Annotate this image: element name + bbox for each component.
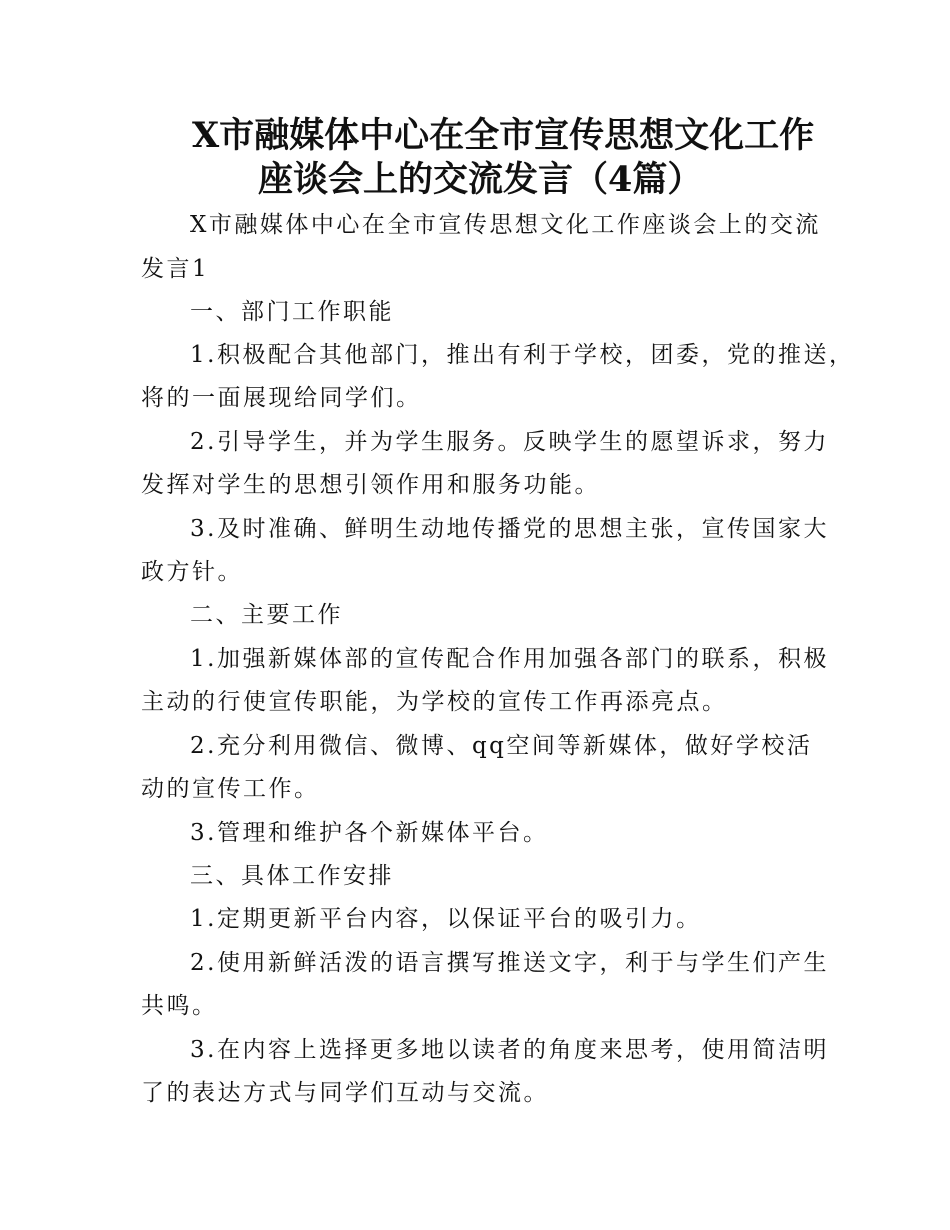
- document-title-line-2: 座谈会上的交流发言（4篇）: [258, 159, 703, 200]
- paragraph-line: 发言1: [141, 256, 210, 282]
- paragraph-line: 将的一面展现给同学们。: [141, 385, 422, 411]
- paragraph-line: 1.积极配合其他部门，推出有利于学校，团委，党的推送，: [190, 342, 855, 368]
- section-heading: 三、具体工作安排: [190, 863, 394, 889]
- paragraph-line: X市融媒体中心在全市宣传思想文化工作座谈会上的交流: [190, 212, 821, 238]
- paragraph-line: 共鸣。: [141, 993, 218, 1019]
- paragraph-line: 政方针。: [141, 559, 243, 585]
- paragraph-line: 3.及时准确、鲜明生动地传播党的思想主张，宣传国家大: [190, 516, 829, 542]
- section-heading: 一、部门工作职能: [190, 299, 394, 325]
- paragraph-line: 3.在内容上选择更多地以读者的角度来思考，使用简洁明: [190, 1037, 829, 1063]
- document-title-line-1: X市融媒体中心在全市宣传思想文化工作: [192, 115, 815, 156]
- paragraph-line: 发挥对学生的思想引领作用和服务功能。: [141, 472, 600, 498]
- paragraph-line: 主动的行使宣传职能，为学校的宣传工作再添亮点。: [141, 689, 728, 715]
- paragraph-line: 2.引导学生，并为学生服务。反映学生的愿望诉求，努力: [190, 429, 829, 455]
- paragraph-line: 2.充分利用微信、微博、qq空间等新媒体，做好学校活: [190, 733, 813, 759]
- paragraph-line: 2.使用新鲜活泼的语言撰写推送文字，利于与学生们产生: [190, 950, 829, 976]
- paragraph-line: 动的宣传工作。: [141, 776, 320, 802]
- paragraph-line: 1.定期更新平台内容，以保证平台的吸引力。: [190, 906, 702, 932]
- section-heading: 二、主要工作: [190, 602, 343, 628]
- paragraph-line: 1.加强新媒体部的宣传配合作用加强各部门的联系，积极: [190, 646, 829, 672]
- paragraph-line: 了的表达方式与同学们互动与交流。: [141, 1080, 549, 1106]
- paragraph-line: 3.管理和维护各个新媒体平台。: [190, 820, 549, 846]
